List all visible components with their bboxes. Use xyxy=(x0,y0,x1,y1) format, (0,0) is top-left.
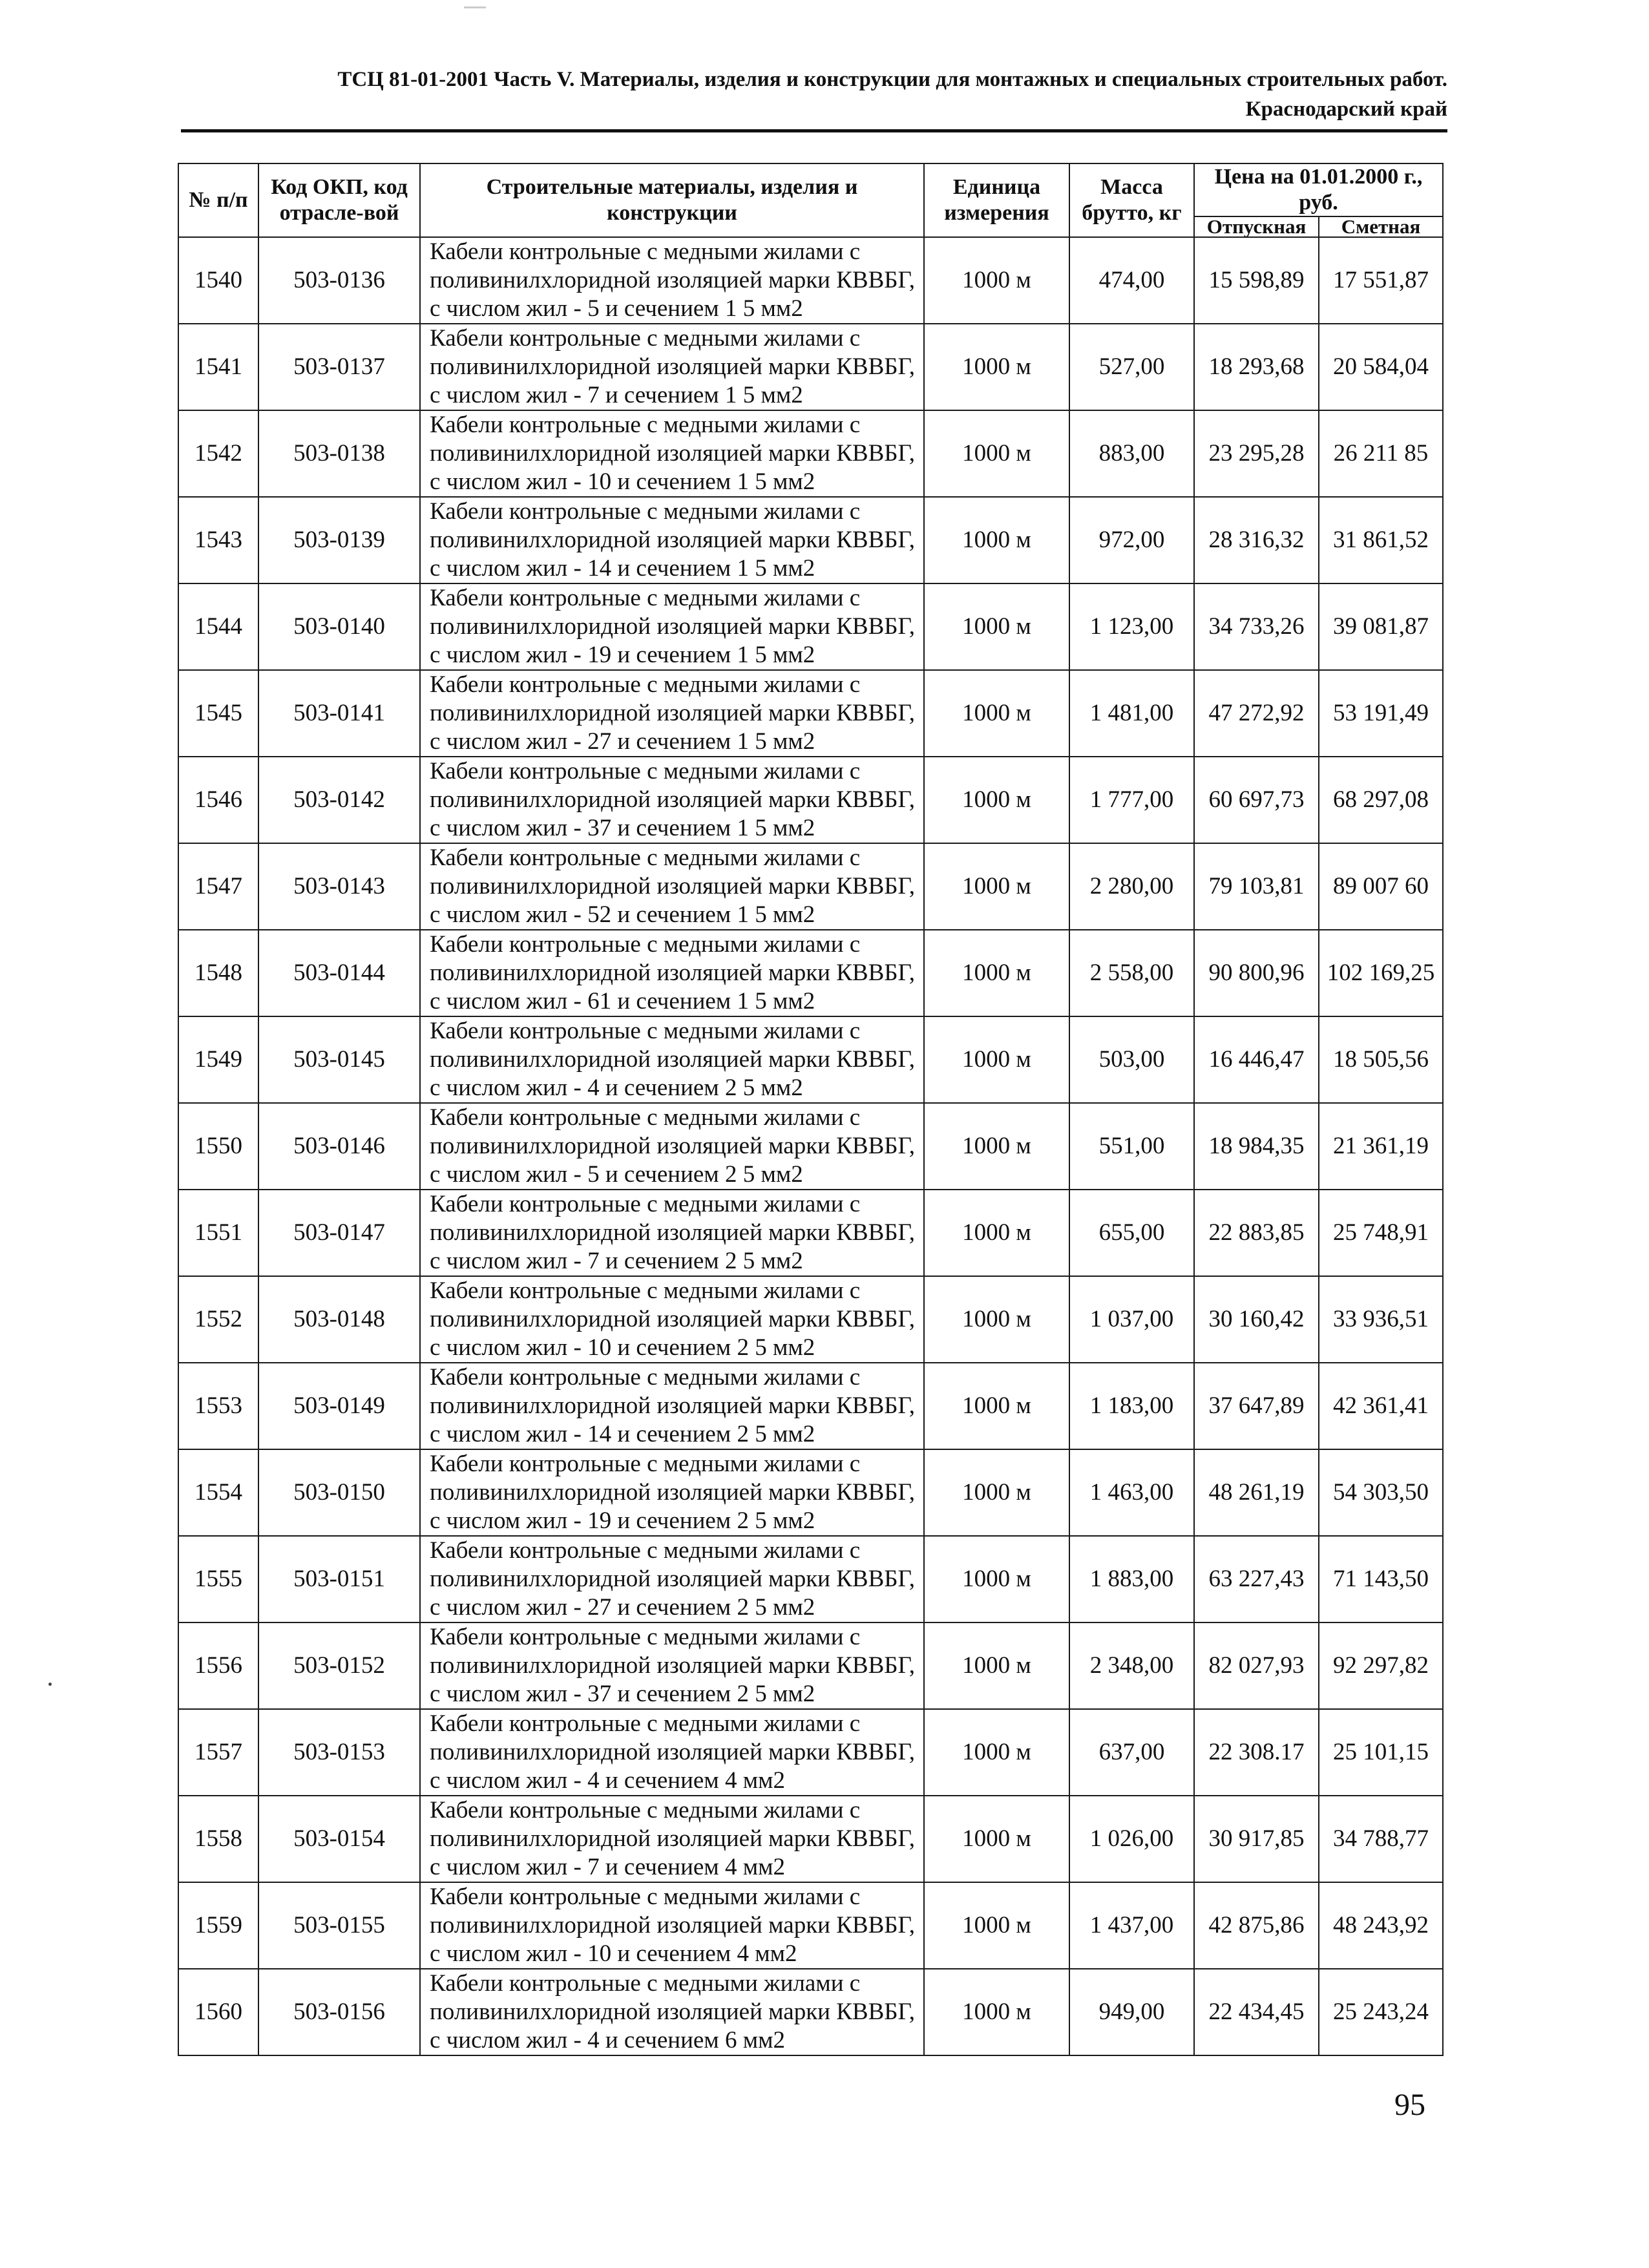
row-code: 503-0137 xyxy=(258,324,420,410)
table-row xyxy=(178,1796,1443,1882)
row-num: 1541 xyxy=(178,324,258,410)
row-price-estimate: 68 297,08 xyxy=(1319,757,1443,843)
scan-artifact-dash xyxy=(464,6,486,8)
table-row xyxy=(178,670,1443,757)
row-mass: 972,00 xyxy=(1069,497,1194,583)
row-unit: 1000 м xyxy=(924,1796,1069,1882)
row-unit: 1000 м xyxy=(924,324,1069,410)
row-price-estimate: 89 007 60 xyxy=(1319,843,1443,930)
row-mass: 1 463,00 xyxy=(1069,1449,1194,1536)
row-price-estimate: 18 505,56 xyxy=(1319,1016,1443,1103)
row-price-release: 63 227,43 xyxy=(1194,1536,1319,1622)
row-price-release: 28 316,32 xyxy=(1194,497,1319,583)
table-row xyxy=(178,1882,1443,1969)
row-material-name: Кабели контрольные с медными жилами с поливинилхлоридной изоляцией марки КВВБГ, с числом жил - 14 и сечением 1 5 мм2 xyxy=(420,497,924,583)
row-unit: 1000 м xyxy=(924,1449,1069,1536)
row-price-release: 15 598,89 xyxy=(1194,237,1319,324)
table-row xyxy=(178,1016,1443,1103)
table-row xyxy=(178,1276,1443,1363)
row-code: 503-0139 xyxy=(258,497,420,583)
row-num: 1557 xyxy=(178,1709,258,1796)
row-price-estimate: 25 748,91 xyxy=(1319,1190,1443,1276)
materials-price-table xyxy=(178,163,1444,2056)
row-price-estimate: 42 361,41 xyxy=(1319,1363,1443,1449)
row-price-release: 22 434,45 xyxy=(1194,1969,1319,2055)
row-code: 503-0136 xyxy=(258,237,420,324)
row-price-release: 18 984,35 xyxy=(1194,1103,1319,1190)
row-mass: 1 026,00 xyxy=(1069,1796,1194,1882)
row-unit: 1000 м xyxy=(924,583,1069,670)
table-row xyxy=(178,237,1443,324)
row-num: 1553 xyxy=(178,1363,258,1449)
row-material-name: Кабели контрольные с медными жилами с поливинилхлоридной изоляцией марки КВВБГ, с числом жил - 37 и сечением 2 5 мм2 xyxy=(420,1622,924,1709)
row-material-name: Кабели контрольные с медными жилами с поливинилхлоридной изоляцией марки КВВБГ, с числом жил - 7 и сечением 1 5 мм2 xyxy=(420,324,924,410)
row-code: 503-0150 xyxy=(258,1449,420,1536)
col-header-num: № п/п xyxy=(178,163,258,237)
row-price-estimate: 20 584,04 xyxy=(1319,324,1443,410)
row-price-estimate: 102 169,25 xyxy=(1319,930,1443,1016)
row-num: 1552 xyxy=(178,1276,258,1363)
row-code: 503-0151 xyxy=(258,1536,420,1622)
page-number: 95 xyxy=(1394,2088,1425,2122)
row-unit: 1000 м xyxy=(924,757,1069,843)
row-code: 503-0147 xyxy=(258,1190,420,1276)
row-num: 1556 xyxy=(178,1622,258,1709)
row-price-estimate: 92 297,82 xyxy=(1319,1622,1443,1709)
row-num: 1549 xyxy=(178,1016,258,1103)
row-mass: 503,00 xyxy=(1069,1016,1194,1103)
table-body xyxy=(178,237,1443,2055)
row-code: 503-0140 xyxy=(258,583,420,670)
row-unit: 1000 м xyxy=(924,1622,1069,1709)
row-price-release: 60 697,73 xyxy=(1194,757,1319,843)
header-title: ТСЦ 81-01-2001 Часть V. Материалы, изделия и конструкции для монтажных и специальных строительных работ. xyxy=(337,68,1447,91)
table-row xyxy=(178,843,1443,930)
row-material-name: Кабели контрольные с медными жилами с поливинилхлоридной изоляцией марки КВВБГ, с числом жил - 14 и сечением 2 5 мм2 xyxy=(420,1363,924,1449)
table-row xyxy=(178,930,1443,1016)
row-mass: 1 777,00 xyxy=(1069,757,1194,843)
row-unit: 1000 м xyxy=(924,1536,1069,1622)
col-header-price-estimate: Сметная xyxy=(1319,216,1443,237)
row-unit: 1000 м xyxy=(924,1016,1069,1103)
row-num: 1543 xyxy=(178,497,258,583)
row-mass: 551,00 xyxy=(1069,1103,1194,1190)
row-mass: 1 037,00 xyxy=(1069,1276,1194,1363)
table-row xyxy=(178,497,1443,583)
row-material-name: Кабели контрольные с медными жилами с поливинилхлоридной изоляцией марки КВВБГ, с числом жил - 5 и сечением 2 5 мм2 xyxy=(420,1103,924,1190)
row-mass: 1 481,00 xyxy=(1069,670,1194,757)
row-code: 503-0149 xyxy=(258,1363,420,1449)
row-material-name: Кабели контрольные с медными жилами с поливинилхлоридной изоляцией марки КВВБГ, с числом жил - 27 и сечением 2 5 мм2 xyxy=(420,1536,924,1622)
row-price-release: 82 027,93 xyxy=(1194,1622,1319,1709)
row-material-name: Кабели контрольные с медными жилами с поливинилхлоридной изоляцией марки КВВБГ, с числом жил - 61 и сечением 1 5 мм2 xyxy=(420,930,924,1016)
row-price-estimate: 33 936,51 xyxy=(1319,1276,1443,1363)
table-row xyxy=(178,1190,1443,1276)
row-price-release: 34 733,26 xyxy=(1194,583,1319,670)
col-header-unit: Единица измерения xyxy=(924,163,1069,237)
row-price-estimate: 48 243,92 xyxy=(1319,1882,1443,1969)
row-num: 1558 xyxy=(178,1796,258,1882)
row-num: 1545 xyxy=(178,670,258,757)
row-unit: 1000 м xyxy=(924,1882,1069,1969)
row-price-estimate: 25 243,24 xyxy=(1319,1969,1443,2055)
row-price-estimate: 31 861,52 xyxy=(1319,497,1443,583)
col-header-price: Цена на 01.01.2000 г., руб. xyxy=(1194,163,1443,216)
row-price-estimate: 71 143,50 xyxy=(1319,1536,1443,1622)
row-mass: 1 183,00 xyxy=(1069,1363,1194,1449)
row-price-estimate: 54 303,50 xyxy=(1319,1449,1443,1536)
col-header-code: Код ОКП, код отрасле-вой xyxy=(258,163,420,237)
row-code: 503-0154 xyxy=(258,1796,420,1882)
table-row xyxy=(178,1622,1443,1709)
row-material-name: Кабели контрольные с медными жилами с поливинилхлоридной изоляцией марки КВВБГ, с числом жил - 10 и сечением 4 мм2 xyxy=(420,1882,924,1969)
row-price-estimate: 25 101,15 xyxy=(1319,1709,1443,1796)
row-price-release: 48 261,19 xyxy=(1194,1449,1319,1536)
row-mass: 474,00 xyxy=(1069,237,1194,324)
row-material-name: Кабели контрольные с медными жилами с поливинилхлоридной изоляцией марки КВВБГ, с числом жил - 10 и сечением 2 5 мм2 xyxy=(420,1276,924,1363)
row-mass: 949,00 xyxy=(1069,1969,1194,2055)
row-num: 1559 xyxy=(178,1882,258,1969)
header-region: Краснодарский край xyxy=(1245,98,1447,121)
row-unit: 1000 м xyxy=(924,1103,1069,1190)
row-num: 1555 xyxy=(178,1536,258,1622)
table-row xyxy=(178,1449,1443,1536)
row-material-name: Кабели контрольные с медными жилами с поливинилхлоридной изоляцией марки КВВБГ, с числом жил - 19 и сечением 2 5 мм2 xyxy=(420,1449,924,1536)
row-price-estimate: 39 081,87 xyxy=(1319,583,1443,670)
row-unit: 1000 м xyxy=(924,497,1069,583)
row-num: 1548 xyxy=(178,930,258,1016)
table-row xyxy=(178,757,1443,843)
row-unit: 1000 м xyxy=(924,1969,1069,2055)
row-price-release: 30 917,85 xyxy=(1194,1796,1319,1882)
row-mass: 527,00 xyxy=(1069,324,1194,410)
row-mass: 2 558,00 xyxy=(1069,930,1194,1016)
row-unit: 1000 м xyxy=(924,1276,1069,1363)
row-num: 1550 xyxy=(178,1103,258,1190)
row-price-estimate: 17 551,87 xyxy=(1319,237,1443,324)
row-unit: 1000 м xyxy=(924,843,1069,930)
table-row xyxy=(178,1363,1443,1449)
row-num: 1554 xyxy=(178,1449,258,1536)
row-material-name: Кабели контрольные с медными жилами с поливинилхлоридной изоляцией марки КВВБГ, с числом жил - 7 и сечением 2 5 мм2 xyxy=(420,1190,924,1276)
page-header xyxy=(181,65,1447,124)
row-unit: 1000 м xyxy=(924,237,1069,324)
row-price-release: 47 272,92 xyxy=(1194,670,1319,757)
row-material-name: Кабели контрольные с медными жилами с поливинилхлоридной изоляцией марки КВВБГ, с числом жил - 4 и сечением 4 мм2 xyxy=(420,1709,924,1796)
row-code: 503-0148 xyxy=(258,1276,420,1363)
row-price-release: 18 293,68 xyxy=(1194,324,1319,410)
row-unit: 1000 м xyxy=(924,1709,1069,1796)
row-material-name: Кабели контрольные с медными жилами с поливинилхлоридной изоляцией марки КВВБГ, с числом жил - 37 и сечением 1 5 мм2 xyxy=(420,757,924,843)
col-header-mass: Масса брутто, кг xyxy=(1069,163,1194,237)
row-mass: 637,00 xyxy=(1069,1709,1194,1796)
row-code: 503-0156 xyxy=(258,1969,420,2055)
table-row xyxy=(178,1709,1443,1796)
row-unit: 1000 м xyxy=(924,1363,1069,1449)
row-num: 1540 xyxy=(178,237,258,324)
row-price-release: 30 160,42 xyxy=(1194,1276,1319,1363)
row-material-name: Кабели контрольные с медными жилами с поливинилхлоридной изоляцией марки КВВБГ, с числом жил - 4 и сечением 2 5 мм2 xyxy=(420,1016,924,1103)
row-num: 1547 xyxy=(178,843,258,930)
row-price-estimate: 26 211 85 xyxy=(1319,410,1443,497)
row-code: 503-0145 xyxy=(258,1016,420,1103)
row-unit: 1000 м xyxy=(924,930,1069,1016)
table-row xyxy=(178,410,1443,497)
row-material-name: Кабели контрольные с медными жилами с поливинилхлоридной изоляцией марки КВВБГ, с числом жил - 10 и сечением 1 5 мм2 xyxy=(420,410,924,497)
row-unit: 1000 м xyxy=(924,1190,1069,1276)
row-num: 1542 xyxy=(178,410,258,497)
row-code: 503-0152 xyxy=(258,1622,420,1709)
table-row xyxy=(178,324,1443,410)
row-code: 503-0142 xyxy=(258,757,420,843)
row-mass: 1 437,00 xyxy=(1069,1882,1194,1969)
row-price-release: 42 875,86 xyxy=(1194,1882,1319,1969)
row-price-estimate: 34 788,77 xyxy=(1319,1796,1443,1882)
row-mass: 1 123,00 xyxy=(1069,583,1194,670)
row-num: 1546 xyxy=(178,757,258,843)
table-row xyxy=(178,1969,1443,2055)
row-code: 503-0146 xyxy=(258,1103,420,1190)
row-price-release: 37 647,89 xyxy=(1194,1363,1319,1449)
row-unit: 1000 м xyxy=(924,410,1069,497)
row-num: 1560 xyxy=(178,1969,258,2055)
row-price-estimate: 21 361,19 xyxy=(1319,1103,1443,1190)
table-row xyxy=(178,583,1443,670)
row-num: 1551 xyxy=(178,1190,258,1276)
row-mass: 655,00 xyxy=(1069,1190,1194,1276)
row-price-estimate: 53 191,49 xyxy=(1319,670,1443,757)
row-price-release: 90 800,96 xyxy=(1194,930,1319,1016)
row-code: 503-0141 xyxy=(258,670,420,757)
row-num: 1544 xyxy=(178,583,258,670)
scan-artifact-dot xyxy=(48,1683,52,1686)
row-mass: 1 883,00 xyxy=(1069,1536,1194,1622)
row-price-release: 22 308.17 xyxy=(1194,1709,1319,1796)
row-price-release: 16 446,47 xyxy=(1194,1016,1319,1103)
row-code: 503-0155 xyxy=(258,1882,420,1969)
row-mass: 2 348,00 xyxy=(1069,1622,1194,1709)
table-row xyxy=(178,1103,1443,1190)
row-price-release: 23 295,28 xyxy=(1194,410,1319,497)
row-code: 503-0138 xyxy=(258,410,420,497)
row-mass: 883,00 xyxy=(1069,410,1194,497)
row-material-name: Кабели контрольные с медными жилами с поливинилхлоридной изоляцией марки КВВБГ, с числом жил - 52 и сечением 1 5 мм2 xyxy=(420,843,924,930)
row-code: 503-0153 xyxy=(258,1709,420,1796)
header-rule xyxy=(181,129,1447,132)
row-material-name: Кабели контрольные с медными жилами с поливинилхлоридной изоляцией марки КВВБГ, с числом жил - 5 и сечением 1 5 мм2 xyxy=(420,237,924,324)
row-code: 503-0144 xyxy=(258,930,420,1016)
row-code: 503-0143 xyxy=(258,843,420,930)
row-price-release: 79 103,81 xyxy=(1194,843,1319,930)
row-material-name: Кабели контрольные с медными жилами с поливинилхлоридной изоляцией марки КВВБГ, с числом жил - 27 и сечением 1 5 мм2 xyxy=(420,670,924,757)
row-material-name: Кабели контрольные с медными жилами с поливинилхлоридной изоляцией марки КВВБГ, с числом жил - 4 и сечением 6 мм2 xyxy=(420,1969,924,2055)
row-unit: 1000 м xyxy=(924,670,1069,757)
col-header-price-release: Отпускная xyxy=(1194,216,1319,237)
row-mass: 2 280,00 xyxy=(1069,843,1194,930)
row-material-name: Кабели контрольные с медными жилами с поливинилхлоридной изоляцией марки КВВБГ, с числом жил - 7 и сечением 4 мм2 xyxy=(420,1796,924,1882)
row-material-name: Кабели контрольные с медными жилами с поливинилхлоридной изоляцией марки КВВБГ, с числом жил - 19 и сечением 1 5 мм2 xyxy=(420,583,924,670)
table-row xyxy=(178,1536,1443,1622)
row-price-release: 22 883,85 xyxy=(1194,1190,1319,1276)
col-header-name: Строительные материалы, изделия и конструкции xyxy=(420,163,924,237)
